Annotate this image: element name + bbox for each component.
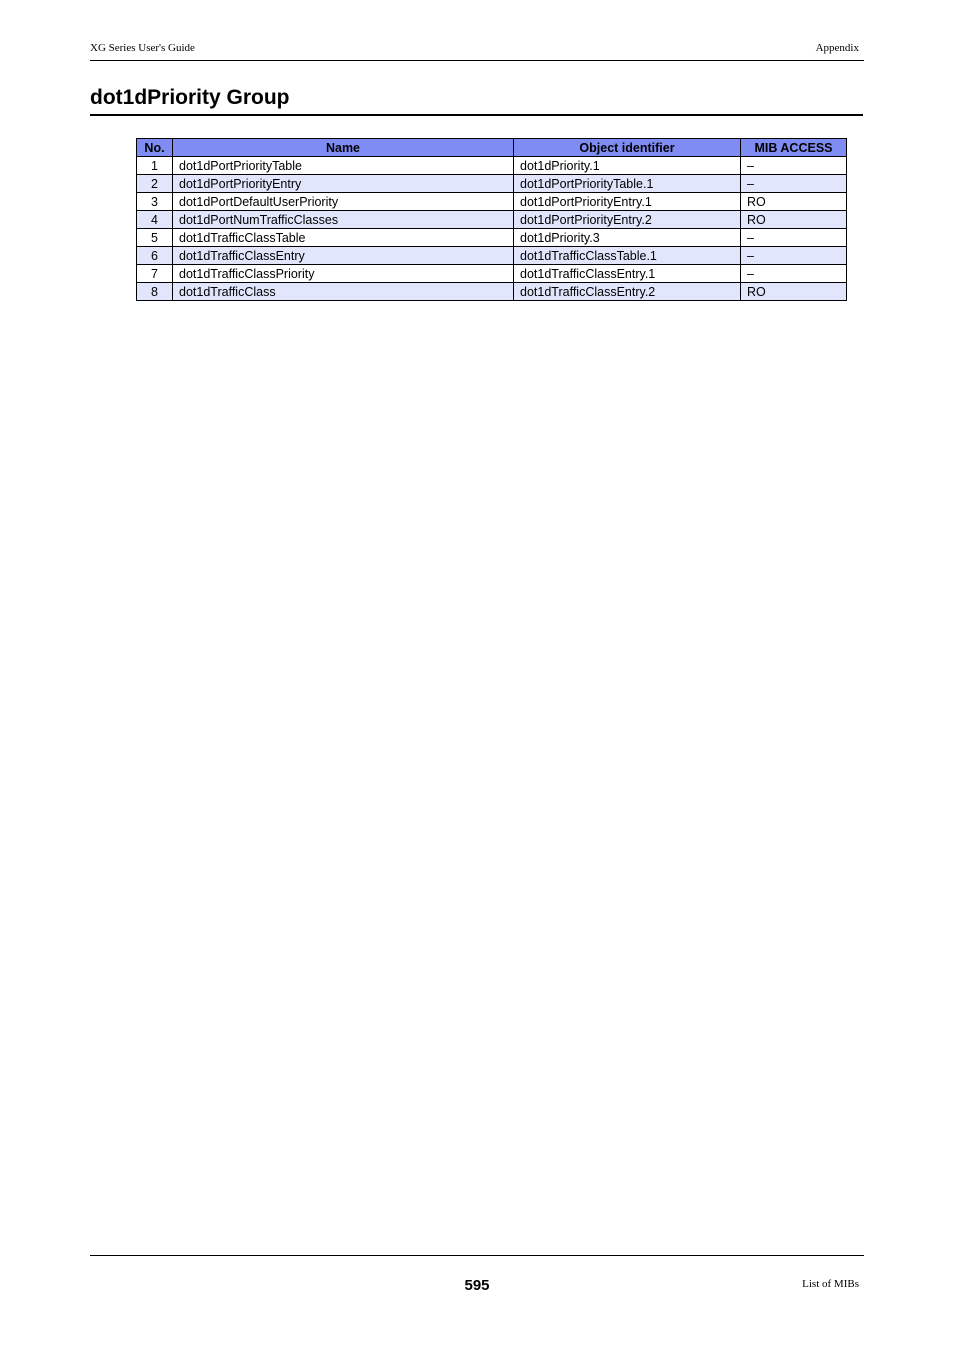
table-row (137, 229, 847, 247)
table-row (137, 265, 847, 283)
running-header (90, 42, 864, 61)
cell-no: 5 (137, 229, 173, 247)
cell-no: 1 (137, 157, 173, 175)
column-header-name: Name (173, 139, 514, 157)
cell-object-identifier: dot1dPortPriorityTable.1 (514, 175, 741, 193)
table-row (137, 193, 847, 211)
chapter-name: Appendix (815, 42, 859, 54)
cell-object-identifier: dot1dPortPriorityEntry.2 (514, 211, 741, 229)
cell-mib-access: – (741, 157, 847, 175)
cell-no: 2 (137, 175, 173, 193)
cell-no: 4 (137, 211, 173, 229)
cell-object-identifier: dot1dTrafficClassEntry.2 (514, 283, 741, 301)
cell-mib-access: – (741, 247, 847, 265)
cell-mib-access: – (741, 175, 847, 193)
cell-name: dot1dPortDefaultUserPriority (173, 193, 514, 211)
table-body (137, 157, 847, 301)
cell-name: dot1dTrafficClassTable (173, 229, 514, 247)
cell-no: 8 (137, 283, 173, 301)
table-row (137, 175, 847, 193)
table-row (137, 247, 847, 265)
cell-object-identifier: dot1dPriority.3 (514, 229, 741, 247)
cell-no: 3 (137, 193, 173, 211)
table-row (137, 211, 847, 229)
cell-mib-access: – (741, 265, 847, 283)
cell-object-identifier: dot1dPriority.1 (514, 157, 741, 175)
cell-name: dot1dTrafficClassPriority (173, 265, 514, 283)
cell-name: dot1dTrafficClass (173, 283, 514, 301)
cell-object-identifier: dot1dPortPriorityEntry.1 (514, 193, 741, 211)
cell-no: 7 (137, 265, 173, 283)
cell-mib-access: RO (741, 193, 847, 211)
document-title: XG Series User's Guide (90, 42, 195, 54)
cell-name: dot1dTrafficClassEntry (173, 247, 514, 265)
cell-object-identifier: dot1dTrafficClassTable.1 (514, 247, 741, 265)
footer-rule (90, 1255, 864, 1256)
footer-section-name: List of MIBs (802, 1278, 859, 1290)
table-header-row (137, 139, 847, 157)
cell-object-identifier: dot1dTrafficClassEntry.1 (514, 265, 741, 283)
cell-name: dot1dPortPriorityTable (173, 157, 514, 175)
cell-name: dot1dPortPriorityEntry (173, 175, 514, 193)
mib-table (136, 138, 847, 301)
table-row (137, 157, 847, 175)
cell-mib-access: RO (741, 211, 847, 229)
column-header-no: No. (137, 139, 173, 157)
table-row (137, 283, 847, 301)
section-title: dot1dPriority Group (90, 84, 863, 116)
cell-mib-access: RO (741, 283, 847, 301)
cell-mib-access: – (741, 229, 847, 247)
column-header-object-identifier: Object identifier (514, 139, 741, 157)
cell-no: 6 (137, 247, 173, 265)
cell-name: dot1dPortNumTrafficClasses (173, 211, 514, 229)
page-number: 595 (464, 1277, 490, 1294)
column-header-mib-access: MIB ACCESS (741, 139, 847, 157)
